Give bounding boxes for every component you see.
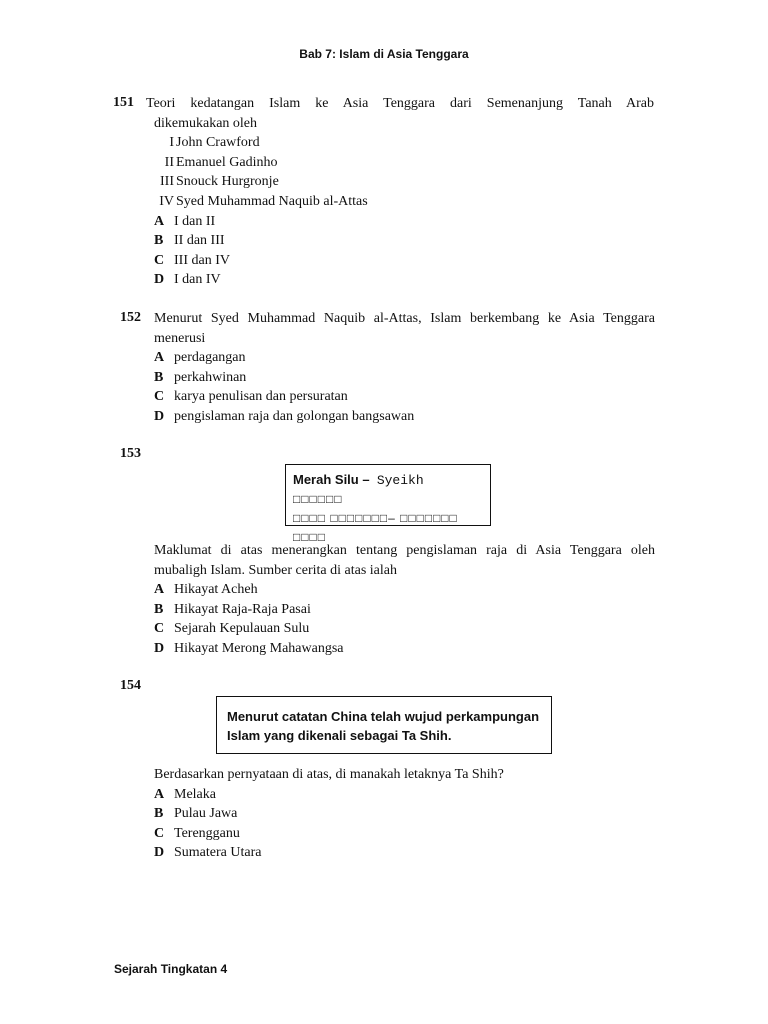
source-text: Merah Silu – bbox=[293, 472, 370, 487]
question-151-options bbox=[146, 212, 654, 290]
option-a[interactable] bbox=[154, 580, 655, 600]
option-d[interactable] bbox=[154, 843, 655, 863]
question-152-stem-line-2: menerusi bbox=[154, 330, 206, 346]
option-b[interactable] bbox=[154, 368, 655, 388]
option-c[interactable] bbox=[154, 824, 655, 844]
source-box-154 bbox=[216, 696, 552, 754]
option-text: III dan IV bbox=[174, 252, 230, 268]
option-text: Hikayat Merong Mahawangsa bbox=[174, 640, 344, 656]
option-d[interactable] bbox=[154, 407, 655, 427]
item-numeral: III bbox=[160, 174, 174, 190]
option-text: Hikayat Raja-Raja Pasai bbox=[174, 601, 311, 617]
option-c[interactable] bbox=[154, 619, 655, 639]
source-box-153-line-3: □□□□ □□□□□□□– □□□□□□□ bbox=[293, 511, 458, 525]
option-letter: A bbox=[154, 582, 165, 598]
option-text: I dan IV bbox=[174, 272, 221, 288]
source-box-153-line-4: □□□□ bbox=[293, 530, 326, 544]
page-footer: Sejarah Tingkatan 4 bbox=[114, 962, 228, 976]
page-title: Bab 7: Islam di Asia Tenggara bbox=[299, 47, 469, 61]
option-letter: D bbox=[154, 408, 165, 424]
question-number-152: 152 bbox=[120, 310, 141, 325]
option-text: karya penulisan dan persuratan bbox=[174, 389, 348, 405]
question-153 bbox=[154, 541, 655, 659]
option-c[interactable] bbox=[154, 387, 655, 407]
option-text: Sumatera Utara bbox=[174, 845, 262, 861]
option-text: Pulau Jawa bbox=[174, 806, 238, 822]
source-box-154-line-2: Islam yang dikenali sebagai Ta Shih. bbox=[227, 728, 452, 743]
item-numeral: I bbox=[169, 135, 174, 151]
option-letter: A bbox=[154, 350, 165, 366]
question-151-item bbox=[154, 192, 654, 212]
option-text: II dan III bbox=[174, 233, 225, 249]
item-text: Syed Muhammad Naquib al-Attas bbox=[176, 193, 368, 209]
option-letter: D bbox=[154, 845, 165, 861]
source-text: Syeikh bbox=[376, 473, 424, 488]
option-text: Sejarah Kepulauan Sulu bbox=[174, 621, 310, 637]
option-letter: B bbox=[154, 601, 164, 617]
question-151-stem-line-2: dikemukakan oleh bbox=[154, 115, 258, 131]
option-d[interactable] bbox=[154, 639, 655, 659]
question-154 bbox=[154, 765, 655, 863]
question-151-items bbox=[146, 133, 654, 211]
option-a[interactable] bbox=[154, 785, 655, 805]
source-box-154-line-1: Menurut catatan China telah wujud perkampungan bbox=[227, 709, 540, 724]
question-151-item bbox=[154, 172, 654, 192]
option-letter: B bbox=[154, 369, 164, 385]
question-153-stem-line-2: mubaligh Islam. Sumber cerita di atas ialah bbox=[154, 562, 397, 578]
option-letter: D bbox=[154, 640, 165, 656]
option-letter: C bbox=[154, 825, 165, 841]
source-box-153-line-1 bbox=[293, 470, 490, 490]
question-152 bbox=[154, 309, 655, 427]
question-number-153: 153 bbox=[120, 446, 141, 461]
option-letter: B bbox=[154, 806, 164, 822]
option-letter: C bbox=[154, 621, 165, 637]
option-text: perdagangan bbox=[174, 350, 246, 366]
option-d[interactable] bbox=[154, 270, 654, 290]
question-151-item bbox=[154, 153, 654, 173]
option-text: Melaka bbox=[174, 786, 216, 802]
option-text: I dan II bbox=[174, 213, 216, 229]
option-b[interactable] bbox=[154, 600, 655, 620]
question-151 bbox=[146, 94, 654, 290]
option-letter: A bbox=[154, 213, 165, 229]
item-numeral: IV bbox=[159, 193, 174, 209]
item-text: Emanuel Gadinho bbox=[176, 154, 278, 170]
source-box-153 bbox=[285, 464, 491, 544]
option-b[interactable] bbox=[154, 231, 654, 251]
option-text: Terengganu bbox=[174, 825, 240, 841]
option-b[interactable] bbox=[154, 804, 655, 824]
question-154-stem: Berdasarkan pernyataan di atas, di manakah letaknya Ta Shih? bbox=[154, 767, 504, 782]
option-letter: C bbox=[154, 252, 165, 268]
item-text: Snouck Hurgronje bbox=[176, 174, 279, 190]
option-text: Hikayat Acheh bbox=[174, 582, 258, 598]
option-c[interactable] bbox=[154, 251, 654, 271]
option-text: pengislaman raja dan golongan bangsawan bbox=[174, 408, 415, 424]
option-a[interactable] bbox=[154, 212, 654, 232]
question-number-154: 154 bbox=[120, 678, 141, 693]
option-letter: B bbox=[154, 233, 164, 249]
option-letter: A bbox=[154, 786, 165, 802]
question-151-item bbox=[154, 133, 654, 153]
question-153-stem-line-1: Maklumat di atas menerangkan tentang pengislaman raja di Asia Tenggara oleh bbox=[154, 543, 655, 558]
option-letter: C bbox=[154, 389, 165, 405]
item-numeral: II bbox=[164, 154, 174, 170]
question-151-stem-line-1: Teori kedatangan Islam ke Asia Tenggara dari Semenanjung Tanah Arab bbox=[146, 96, 654, 111]
question-number-151: 151 bbox=[113, 95, 134, 110]
source-box-153-line-2: □□□□□□ bbox=[293, 492, 343, 506]
option-a[interactable] bbox=[154, 348, 655, 368]
question-152-stem-line-1: Menurut Syed Muhammad Naquib al-Attas, Islam berkembang ke Asia Tenggara bbox=[154, 311, 655, 326]
item-text: John Crawford bbox=[176, 135, 260, 151]
option-text: perkahwinan bbox=[174, 369, 247, 385]
option-letter: D bbox=[154, 272, 165, 288]
